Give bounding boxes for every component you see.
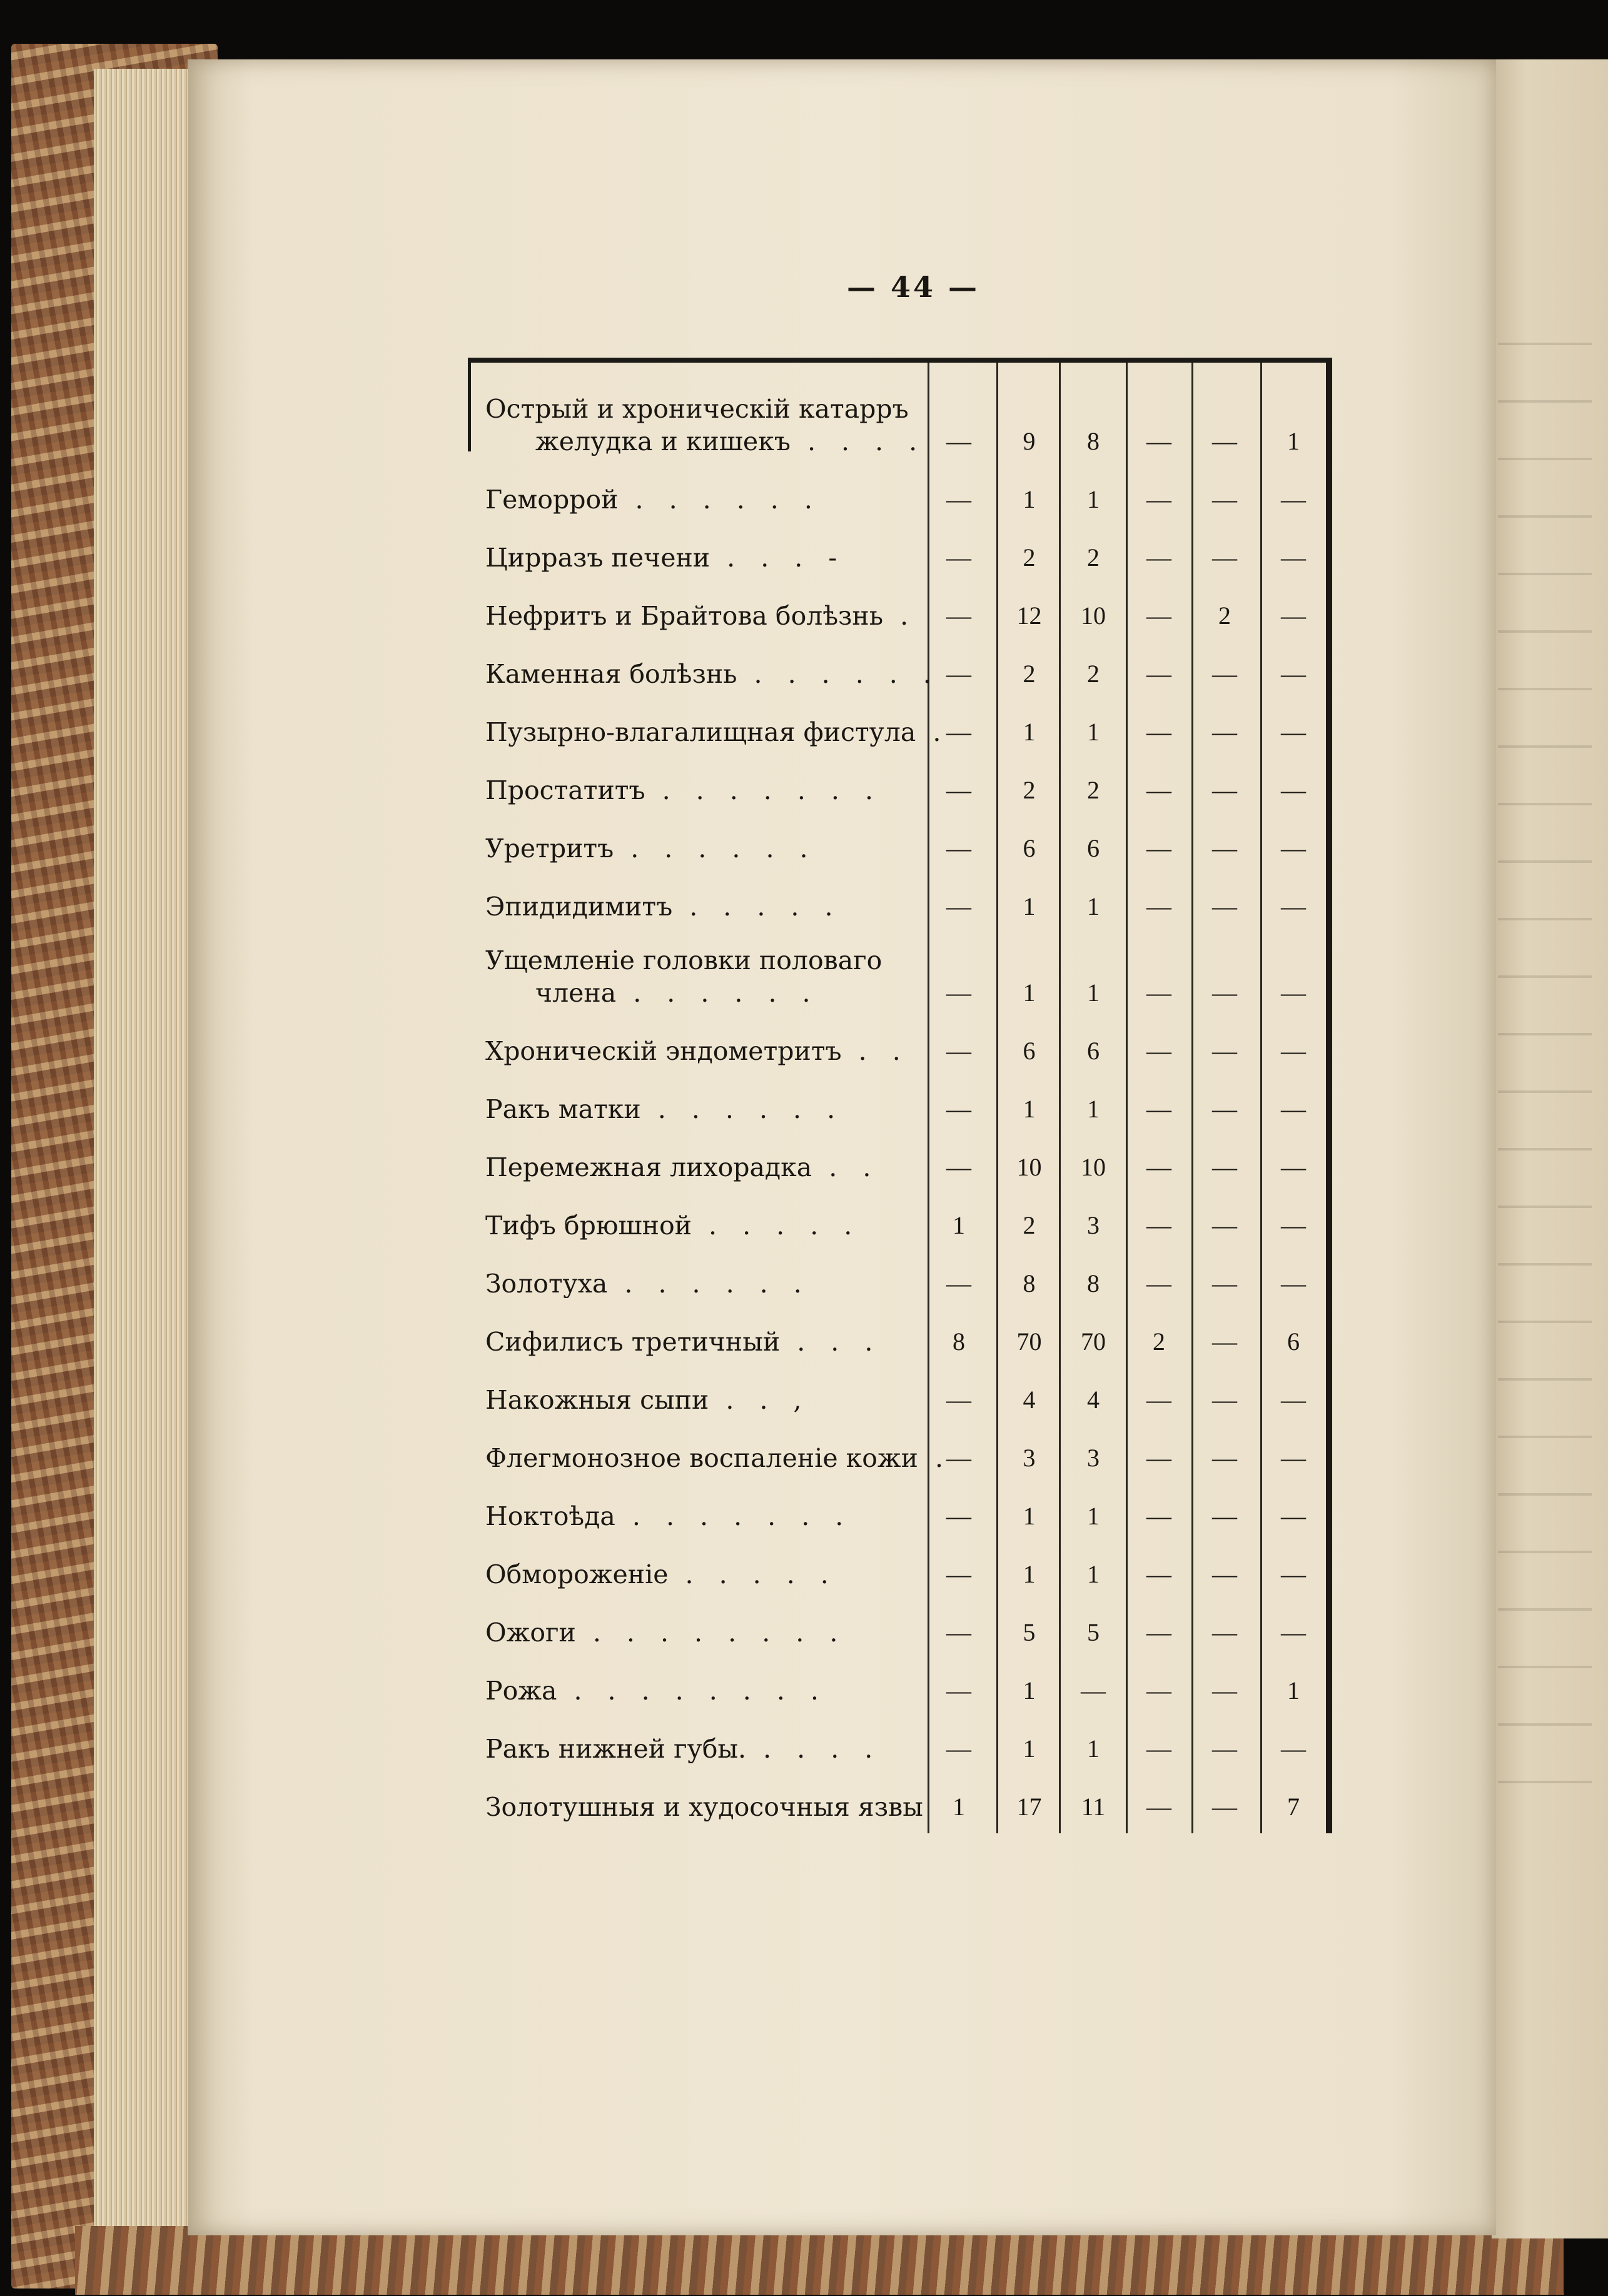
value-cell: — [1212, 1502, 1237, 1530]
disease-name [485, 1791, 923, 1823]
disease-name-text [485, 1674, 923, 1707]
value-cell: — [1146, 1095, 1171, 1123]
table-row [468, 1310, 1332, 1368]
value-cell: — [1212, 1676, 1237, 1704]
value-cell: — [946, 892, 971, 920]
disease-label: Обмороженіе [485, 1559, 669, 1589]
value-cell: 4 [1023, 1386, 1036, 1414]
dot-leader: . . . . . [668, 1559, 837, 1589]
value-cell: — [946, 660, 971, 688]
value-cell: 6 [1087, 834, 1100, 862]
dot-leader: . . . . . . [737, 659, 940, 689]
value-cell: — [946, 1095, 971, 1123]
table-row [468, 1484, 1332, 1543]
value-cell: 10 [1081, 602, 1106, 630]
disease-label: Простатитъ [485, 775, 645, 805]
disease-label: Сифилисъ третичный [485, 1327, 781, 1357]
value-cell: — [1212, 1386, 1237, 1414]
disease-name [485, 483, 923, 516]
table-row [468, 363, 1332, 468]
disease-name-text [485, 1616, 923, 1649]
table-row [468, 1368, 1332, 1426]
value-cell: 1 [1287, 1676, 1300, 1704]
value-cell: 2 [1153, 1327, 1165, 1356]
value-cell: — [1081, 1676, 1106, 1704]
value-cell: 6 [1023, 834, 1036, 862]
table-row [468, 584, 1332, 642]
disease-name-text [485, 1442, 953, 1474]
value-cell: 1 [953, 1211, 965, 1239]
disease-name-text [485, 977, 923, 1009]
value-cell: 7 [1287, 1793, 1300, 1821]
value-cell: — [946, 1037, 971, 1065]
disease-label: Эпидидимитъ [485, 892, 673, 922]
disease-name-line1: Острый и хроническій катарръ [485, 394, 909, 424]
dot-leader: . . . [780, 1327, 882, 1357]
value-cell: — [1281, 1153, 1306, 1181]
value-cell: 2 [1087, 776, 1100, 804]
value-cell: — [946, 427, 971, 455]
value-cell: 1 [1023, 485, 1036, 513]
value-cell: 1 [1087, 1560, 1100, 1588]
value-cell: — [1146, 660, 1171, 688]
value-cell: — [1212, 1037, 1237, 1065]
disease-label: Нефритъ и Брайтова болѣзнь [485, 601, 884, 631]
value-cell: 1 [1023, 892, 1036, 920]
disease-label: Хроническій эндометритъ [485, 1036, 842, 1066]
disease-name [485, 1733, 923, 1765]
disease-label: Золотуха [485, 1269, 608, 1299]
value-cell: — [946, 1386, 971, 1414]
disease-name-text [485, 658, 940, 690]
value-cell: 4 [1087, 1386, 1100, 1414]
table-top-rule [468, 358, 1332, 363]
dot-leader: . . . . [790, 426, 926, 456]
disease-name-text [485, 890, 923, 923]
dot-leader: . . . . . [672, 892, 842, 922]
value-cell: — [1146, 1793, 1171, 1821]
value-cell: — [946, 1444, 971, 1472]
value-cell: — [1212, 485, 1237, 513]
value-cell: 5 [1023, 1618, 1036, 1646]
disease-table [468, 358, 1332, 1833]
disease-label: Золотушныя и худосочныя язвы [485, 1792, 923, 1822]
value-cell: — [1281, 1269, 1306, 1297]
value-cell: — [1146, 1676, 1171, 1704]
disease-label: Цирразъ печени [485, 543, 710, 573]
table-row [468, 1601, 1332, 1659]
value-cell: — [1146, 1560, 1171, 1588]
disease-label: Рожа [485, 1676, 557, 1706]
value-cell: — [946, 1735, 971, 1763]
dot-leader: . . . . . . [607, 1269, 811, 1299]
dot-leader: . . . . . . [616, 978, 819, 1008]
dot-leader: . . . - [710, 543, 846, 573]
disease-name [485, 716, 950, 748]
value-cell: — [1212, 1735, 1237, 1763]
value-cell: — [1212, 1444, 1237, 1472]
disease-name-text [485, 425, 926, 458]
value-cell: — [1212, 1560, 1237, 1588]
disease-name [485, 890, 923, 923]
value-cell: 1 [1087, 718, 1100, 746]
table-row [468, 758, 1332, 817]
value-cell: 1 [1087, 979, 1100, 1007]
value-cell: — [946, 718, 971, 746]
dot-leader: . [883, 601, 918, 631]
value-cell: — [1212, 1211, 1237, 1239]
value-cell: 1 [1087, 1095, 1100, 1123]
value-cell: — [1146, 427, 1171, 455]
value-cell: 70 [1016, 1327, 1042, 1356]
value-cell: 6 [1023, 1037, 1036, 1065]
value-cell: 17 [1016, 1793, 1042, 1821]
disease-name [485, 541, 923, 574]
book-bottom-edge [75, 2226, 1564, 2295]
disease-name [485, 832, 923, 865]
value-cell: 1 [1023, 1095, 1036, 1123]
disease-label: Перемежная лихорадка [485, 1152, 812, 1182]
disease-name-text [485, 1035, 923, 1067]
value-cell: 1 [1023, 1735, 1036, 1763]
disease-label: Накожныя сыпи [485, 1385, 709, 1415]
value-cell: — [1281, 718, 1306, 746]
value-cell: — [1212, 1793, 1237, 1821]
value-cell: — [1212, 1269, 1237, 1297]
value-cell: 1 [1087, 1502, 1100, 1530]
disease-name-text [485, 716, 950, 748]
value-cell: — [1146, 718, 1171, 746]
disease-name-text [485, 832, 923, 865]
table-row [468, 1194, 1332, 1252]
table-row [468, 1019, 1332, 1077]
value-cell: — [1146, 834, 1171, 862]
disease-label: Геморрой [485, 485, 619, 515]
disease-name-text [485, 541, 923, 574]
value-cell: — [1281, 979, 1306, 1007]
value-cell: — [1281, 602, 1306, 630]
value-cell: 8 [1087, 427, 1100, 455]
value-cell: — [946, 979, 971, 1007]
value-cell: — [946, 776, 971, 804]
table-row [468, 526, 1332, 584]
value-cell: 12 [1016, 602, 1042, 630]
dot-leader: . . . . . . . [645, 775, 882, 805]
dot-leader: . . . . . . [640, 1094, 844, 1124]
disease-name [485, 393, 926, 458]
value-cell: — [1146, 1618, 1171, 1646]
value-cell: 1 [1023, 1502, 1036, 1530]
disease-label: Уретритъ [485, 833, 614, 864]
disease-label: Тифъ брюшной [485, 1211, 692, 1241]
table-row [468, 933, 1332, 1019]
value-cell: — [1281, 1735, 1306, 1763]
value-cell: — [946, 1618, 971, 1646]
disease-name-text [485, 1384, 923, 1416]
value-cell: 10 [1016, 1153, 1042, 1181]
value-cell: — [1146, 892, 1171, 920]
value-cell: — [946, 1560, 971, 1588]
value-cell: — [1146, 776, 1171, 804]
disease-label: Флегмонозное воспаленіе кожи [485, 1443, 918, 1473]
value-cell: 1 [953, 1793, 965, 1821]
value-cell: 1 [1287, 427, 1300, 455]
table-row [468, 1077, 1332, 1135]
value-cell: — [946, 543, 971, 571]
disease-name-text [485, 1093, 923, 1125]
value-cell: — [1281, 834, 1306, 862]
table-row [468, 1135, 1332, 1194]
value-cell: 1 [1087, 485, 1100, 513]
value-cell: 9 [1023, 427, 1036, 455]
disease-label: желудка и кишекъ [535, 426, 791, 456]
dot-leader: . . . . . [691, 1211, 861, 1241]
value-cell: 8 [953, 1327, 965, 1356]
value-cell: 1 [1087, 1735, 1100, 1763]
value-cell: — [1212, 1618, 1237, 1646]
value-cell: — [1146, 1735, 1171, 1763]
value-cell: — [1212, 979, 1237, 1007]
value-cell: — [1212, 660, 1237, 688]
value-cell: — [1212, 834, 1237, 862]
value-cell: 2 [1087, 660, 1100, 688]
disease-label: Ноктоѣда [485, 1501, 615, 1531]
disease-label: Каменная болѣзнь [485, 659, 737, 689]
disease-label: Ракъ матки [485, 1094, 641, 1124]
disease-name [485, 1093, 923, 1125]
value-cell: 8 [1087, 1269, 1100, 1297]
value-cell: 3 [1023, 1444, 1036, 1472]
disease-name-text [485, 600, 923, 632]
value-cell: — [1146, 543, 1171, 571]
disease-name [485, 1384, 923, 1416]
value-cell: 2 [1023, 543, 1036, 571]
table-row [468, 817, 1332, 875]
value-cell: — [946, 485, 971, 513]
disease-name [485, 774, 923, 807]
value-cell: 2 [1087, 543, 1100, 571]
value-cell: — [1281, 543, 1306, 571]
value-cell: — [1281, 1502, 1306, 1530]
disease-name-text [485, 774, 923, 807]
disease-name [485, 1674, 923, 1707]
value-cell: — [1212, 1153, 1237, 1181]
value-cell: — [946, 602, 971, 630]
table-row [468, 875, 1332, 933]
table-row [468, 700, 1332, 758]
dot-leader: . . . . . . [618, 485, 821, 515]
disease-name-text [485, 1791, 923, 1823]
value-cell: — [946, 1676, 971, 1704]
dot-leader: . [918, 1443, 953, 1473]
facing-page-ghost-lines [1498, 338, 1592, 1838]
value-cell: — [1212, 1327, 1237, 1356]
disease-name [485, 1616, 923, 1649]
value-cell: 1 [1023, 1560, 1036, 1588]
value-cell: — [1146, 1211, 1171, 1239]
value-cell: 6 [1287, 1327, 1300, 1356]
disease-name [485, 1500, 923, 1533]
value-cell: — [1281, 1211, 1306, 1239]
disease-label: члена [535, 978, 617, 1008]
value-cell: — [1281, 1560, 1306, 1588]
value-cell: 3 [1087, 1211, 1100, 1239]
disease-name [485, 1035, 923, 1067]
table-row [468, 1252, 1332, 1310]
disease-name-text [485, 1326, 923, 1358]
value-cell: 1 [1023, 979, 1036, 1007]
value-cell: — [1281, 1386, 1306, 1414]
table-row [468, 1717, 1332, 1775]
table-row [468, 468, 1332, 526]
disease-name-text [485, 1500, 923, 1533]
value-cell: 2 [1023, 776, 1036, 804]
value-cell: 3 [1087, 1444, 1100, 1472]
value-cell: — [1281, 485, 1306, 513]
table-row [468, 1659, 1332, 1717]
dot-leader: . . . . . . [614, 833, 817, 864]
value-cell: — [1212, 1095, 1237, 1123]
table-row [468, 1426, 1332, 1484]
value-cell: — [946, 1153, 971, 1181]
disease-name [485, 1326, 923, 1358]
dot-leader: . . . . . . . [615, 1501, 852, 1531]
disease-name-text [485, 1267, 923, 1300]
value-cell: — [1281, 1444, 1306, 1472]
disease-name [485, 1151, 923, 1184]
disease-name-text [485, 1733, 923, 1765]
value-cell: 5 [1087, 1618, 1100, 1646]
disease-label: Ракъ нижней губы. [485, 1734, 747, 1764]
disease-name [485, 944, 923, 1009]
disease-name [485, 1558, 923, 1591]
table-row [468, 642, 1332, 700]
disease-label: Ожоги [485, 1618, 576, 1648]
dot-leader: . . . . . . . . [557, 1676, 827, 1706]
disease-name [485, 1442, 953, 1474]
value-cell: 10 [1081, 1153, 1106, 1181]
value-cell: 2 [1023, 1211, 1036, 1239]
value-cell: — [1146, 1444, 1171, 1472]
value-cell: — [1146, 1386, 1171, 1414]
disease-label: Пузырно-влагалищная фистула [485, 717, 916, 747]
value-cell: — [1281, 660, 1306, 688]
dot-leader: . . . . [746, 1734, 882, 1764]
value-cell: — [1212, 776, 1237, 804]
dot-leader: . . , [709, 1385, 811, 1415]
disease-name-text [485, 1558, 923, 1591]
dot-leader: . . [812, 1152, 880, 1182]
value-cell: 1 [1087, 892, 1100, 920]
value-cell: — [1212, 718, 1237, 746]
value-cell: — [1146, 979, 1171, 1007]
value-cell: 70 [1081, 1327, 1106, 1356]
disease-name [485, 1209, 923, 1242]
value-cell: — [1212, 892, 1237, 920]
value-cell: — [1281, 1037, 1306, 1065]
value-cell: — [1281, 1618, 1306, 1646]
value-cell: — [1281, 892, 1306, 920]
value-cell: 8 [1023, 1269, 1036, 1297]
value-cell: — [1146, 1269, 1171, 1297]
dot-leader: . . [841, 1036, 909, 1066]
disease-name [485, 600, 923, 632]
value-cell: 6 [1087, 1037, 1100, 1065]
value-cell: 2 [1023, 660, 1036, 688]
disease-name-text [485, 1151, 923, 1184]
disease-name-line1: Ущемленіе головки половаго [485, 945, 882, 975]
dot-leader: . . . . . . . . [575, 1618, 847, 1648]
dot-leader: . [916, 717, 950, 747]
value-cell: — [1146, 485, 1171, 513]
value-cell: 2 [1218, 602, 1231, 630]
value-cell: — [1212, 543, 1237, 571]
value-cell: — [946, 1269, 971, 1297]
value-cell: — [1281, 776, 1306, 804]
value-cell: — [1146, 1037, 1171, 1065]
disease-name [485, 1267, 923, 1300]
value-cell: — [946, 1502, 971, 1530]
value-cell: 1 [1023, 1676, 1036, 1704]
value-cell: — [1146, 602, 1171, 630]
value-cell: — [1146, 1502, 1171, 1530]
disease-name-text [485, 483, 923, 516]
table-row [468, 1543, 1332, 1601]
value-cell: — [1281, 1095, 1306, 1123]
value-cell: — [1212, 427, 1237, 455]
value-cell: — [1146, 1153, 1171, 1181]
value-cell: 11 [1081, 1793, 1106, 1821]
table-row [468, 1775, 1332, 1833]
disease-name-text [485, 1209, 923, 1242]
page-number: — 44 — [846, 270, 980, 304]
value-cell: — [946, 834, 971, 862]
value-cell: 1 [1023, 718, 1036, 746]
disease-name [485, 658, 940, 690]
